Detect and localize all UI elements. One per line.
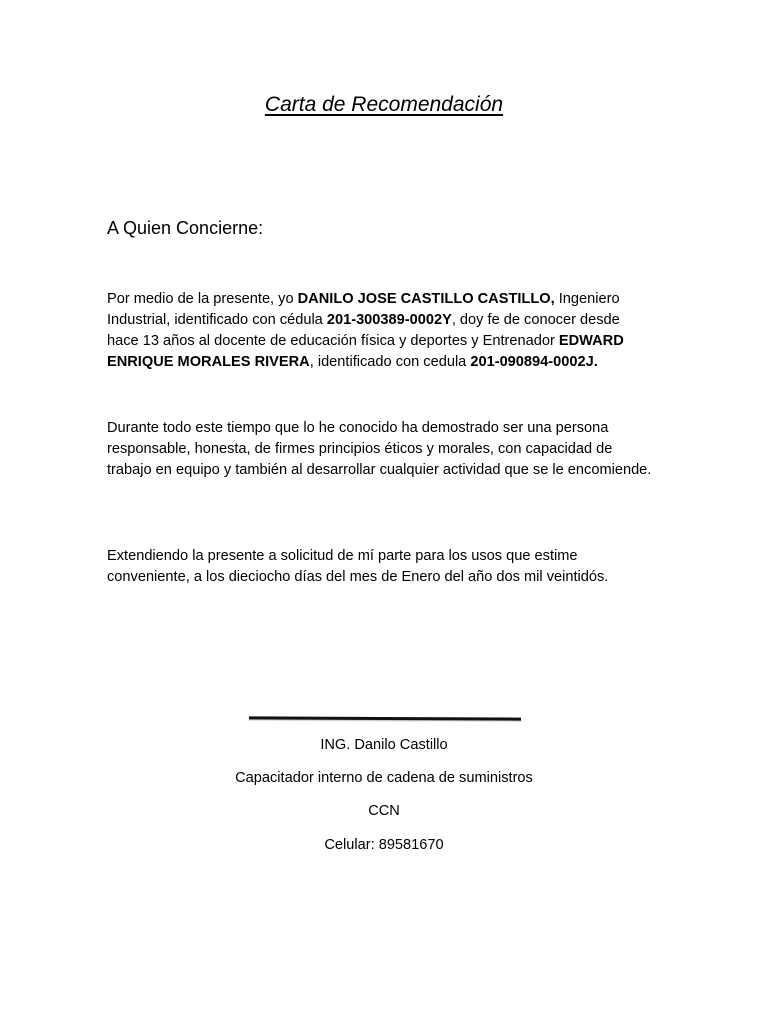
intro-text-4: , identificado con cedula xyxy=(309,354,471,370)
paragraph-qualities: Durante todo este tiempo que lo he conocido ha demostrado ser una persona responsable, honesta, de firmes principios éticos y morales, con capacidad de trabajo en equipo y también al desarrollar cualquier actividad que se le encomiende. xyxy=(107,420,652,478)
signatory-name: ING. Danilo Castillo xyxy=(320,737,448,753)
recommended-id: 201-090894-0002J. xyxy=(470,354,598,370)
recommended-name: EDWARD ENRIQUE MORALES RIVERA xyxy=(107,333,624,370)
paragraph-closing: Extendiendo la presente a solicitud de mí parte para los usos que estime conveniente, a los dieciocho días del mes de Enero del año dos mil veintidós. xyxy=(107,548,609,585)
recommender-name: DANILO JOSE CASTILLO CASTILLO, xyxy=(297,291,555,307)
signatory-position: Capacitador interno de cadena de suministros xyxy=(235,770,533,786)
letter-title: Carta de Recomendación xyxy=(264,93,504,116)
signature-line xyxy=(249,716,521,720)
intro-text-1: Por medio de la presente, yo xyxy=(107,291,298,307)
intro-text-3: , doy fe de conocer desde hace 13 años al docente de educación física y deportes y Entrenador xyxy=(107,312,620,349)
intro-text-2: Ingeniero Industrial, identificado con cédula xyxy=(107,291,620,328)
signatory-company: CCN xyxy=(368,803,400,819)
paragraph-introduction xyxy=(107,289,652,373)
recommender-id: 201-300389-0002Y xyxy=(326,312,452,328)
signatory-phone: Celular: 89581670 xyxy=(324,837,444,853)
salutation: A Quien Concierne: xyxy=(107,218,264,238)
